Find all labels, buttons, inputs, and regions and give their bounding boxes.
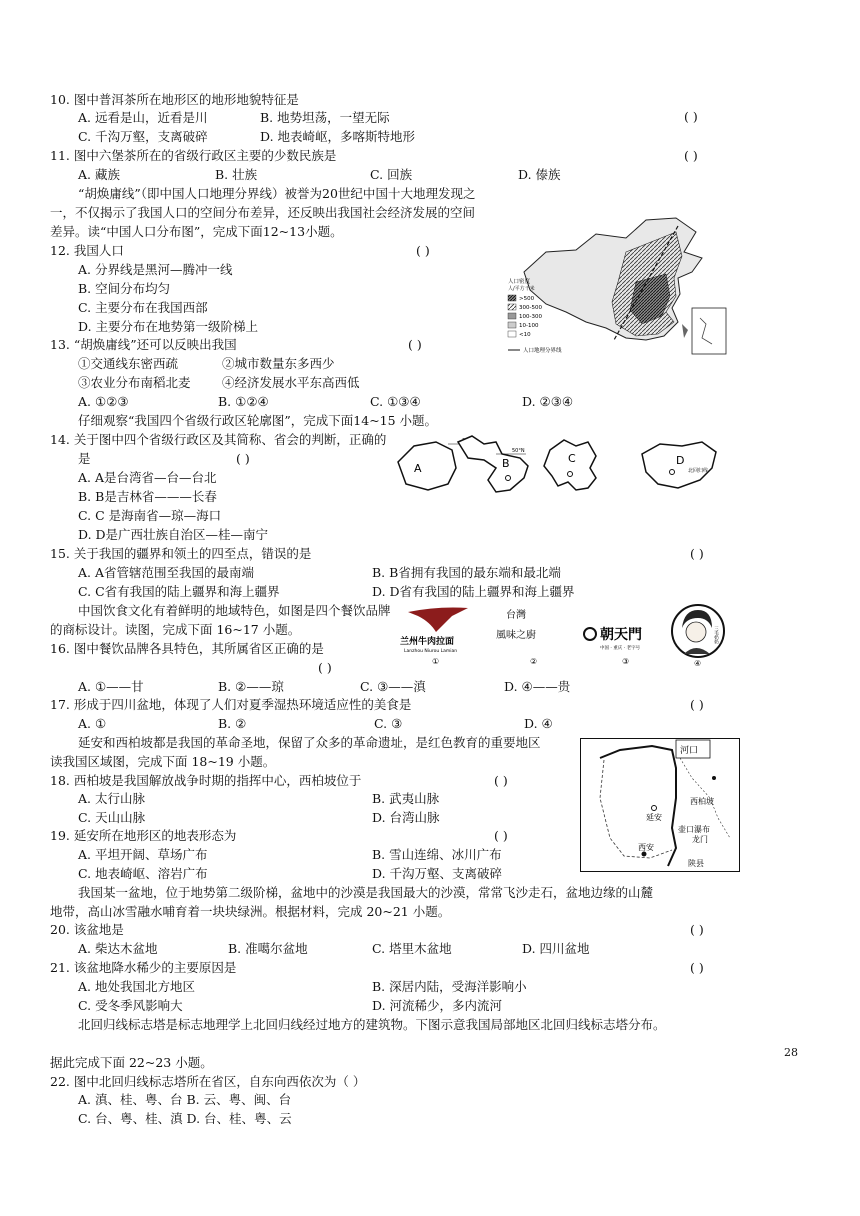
q15-stem: 15. 关于我国的疆界和领土的四至点，错误的是 xyxy=(50,546,312,561)
q16-option-a: A. ①——甘 xyxy=(78,679,144,694)
intro18-line2: 读我国区域图，完成下面 18~19 小题。 xyxy=(50,754,276,769)
intro12-line3: 差异。读“中国人口分布图”，完成下面12~13小题。 xyxy=(50,224,343,239)
q20-option-d: D. 四川盆地 xyxy=(522,941,590,956)
q15-option-a: A. A省管辖范围至我国的最南端 xyxy=(78,565,255,580)
q13-option-b: B. ①②④ xyxy=(218,394,269,409)
logo-1-en: Lanzhou Niurou Lamian xyxy=(404,649,458,654)
logo-3-number: ③ xyxy=(622,657,630,666)
logo-chaotianmen xyxy=(584,626,642,666)
legend-item-2: 300-500 xyxy=(519,305,542,311)
q12-paren: ( ) xyxy=(416,243,430,258)
q19-option-c: C. 地表崎岖、溶岩广布 xyxy=(78,866,208,881)
q12-stem: 12. 我国人口 xyxy=(50,243,124,258)
legend-line-label: 人口地理分界线 xyxy=(523,348,562,354)
q17-option-b: B. ② xyxy=(218,716,247,731)
q13-item-4: ④经济发展水平东高西低 xyxy=(222,375,360,390)
legend-item-5: <10 xyxy=(519,332,531,338)
q19-option-b: B. 雪山连绵、冰川广布 xyxy=(372,847,502,862)
legend-item-1: >500 xyxy=(519,296,535,302)
restaurant-logos xyxy=(394,604,734,666)
q18-option-d: D. 台湾山脉 xyxy=(372,810,440,825)
tropic-line-label: 北回归线 xyxy=(688,468,709,474)
q11-option-c: C. 回族 xyxy=(370,167,413,182)
q18-option-b: B. 武夷山脉 xyxy=(372,791,440,806)
q16-stem: 16. 图中餐饮品牌各具特色，其所属省区正确的是 xyxy=(50,641,324,656)
map-label-hukou: 壶口瀑布 xyxy=(678,825,710,834)
q16-option-b: B. ②——琼 xyxy=(218,679,284,694)
legend-item-3: 100-300 xyxy=(519,314,542,320)
q19-paren: ( ) xyxy=(494,828,508,843)
q10-paren: ( ) xyxy=(684,109,698,124)
page-number: 28 xyxy=(784,1046,798,1059)
q11-option-d: D. 傣族 xyxy=(518,167,561,182)
logo-3-sub: 中国 · 重庆 · 老字号 xyxy=(600,646,641,651)
logo-4-number: ④ xyxy=(694,659,702,666)
q21-paren: ( ) xyxy=(690,960,704,975)
q19-option-a: A. 平坦开阔、草场广布 xyxy=(78,847,208,862)
province-c-label: C xyxy=(568,452,576,465)
q14-stem-line2: 是 xyxy=(78,451,91,466)
q13-item-2: ②城市数量东多西少 xyxy=(222,356,335,371)
q12-option-d: D. 主要分布在地势第一级阶梯上 xyxy=(78,319,259,334)
intro22-line1: 北回归线标志塔是标志地理学上北回归线经过地方的建筑物。下图示意我国局部地区北回归线标志塔分布。 xyxy=(78,1017,666,1032)
q22-options-ab: A. 滇、桂、粤、台 B. 云、粤、闽、台 xyxy=(78,1092,292,1107)
intro20-line1: 我国某一盆地，位于地势第二级阶梯，盆地中的沙漠是我国最大的沙漠，常常飞沙走石，盆地边缘的山麓 xyxy=(78,885,654,900)
q13-option-a: A. ①②③ xyxy=(78,394,129,409)
q17-paren: ( ) xyxy=(690,697,704,712)
q21-option-c: C. 受冬季风影响大 xyxy=(78,998,183,1013)
q11-option-b: B. 壮族 xyxy=(215,167,258,182)
q13-option-d: D. ②③④ xyxy=(522,394,574,409)
logo-2-name: 風味之廚 xyxy=(496,630,536,641)
intro14: 仔细观察“我国四个省级行政区轮廓图”，完成下面14~15 小题。 xyxy=(78,413,438,428)
q21-option-d: D. 河流稀少，多内流河 xyxy=(372,998,503,1013)
map-label-shanxian: 陕县 xyxy=(688,859,704,868)
map-label-xibaipo: 西柏坡 xyxy=(690,797,714,806)
q12-option-a: A. 分界线是黑河—腾冲一线 xyxy=(78,262,233,277)
logo-taiwan xyxy=(496,608,537,666)
q14-option-d: D. D是广西壮族自治区—桂—南宁 xyxy=(78,527,269,542)
q18-paren: ( ) xyxy=(494,773,508,788)
q18-option-c: C. 天山山脉 xyxy=(78,810,146,825)
intro16-line1: 中国饮食文化有着鲜明的地域特色，如图是四个餐饮品牌 xyxy=(78,603,391,618)
logo-3-name: 朝天門 xyxy=(600,627,642,643)
q19-option-d: D. 千沟万壑、支离破碎 xyxy=(372,866,503,881)
province-a-label: A xyxy=(414,462,422,475)
logo-4-name: 三毛奶奶 xyxy=(713,626,719,644)
q18-stem: 18. 西柏坡是我国解放战争时期的指挥中心，西柏坡位于 xyxy=(50,773,362,788)
q11-option-a: A. 藏族 xyxy=(78,167,120,182)
q17-option-d: D. ④ xyxy=(524,716,553,731)
q21-option-a: A. 地处我国北方地区 xyxy=(78,979,195,994)
q11-paren: ( ) xyxy=(684,148,698,163)
q13-stem: 13. “胡焕庸线”还可以反映出我国 xyxy=(50,337,237,352)
q14-paren: ( ) xyxy=(236,451,250,466)
q11-stem: 11. 图中六堡茶所在的省级行政区主要的少数民族是 xyxy=(50,148,337,163)
q12-option-c: C. 主要分布在我国西部 xyxy=(78,300,208,315)
region-map xyxy=(580,738,740,872)
q20-stem: 20. 该盆地是 xyxy=(50,922,124,937)
q19-stem: 19. 延安所在地形区的地表形态为 xyxy=(50,828,237,843)
q18-option-a: A. 太行山脉 xyxy=(78,791,145,806)
q13-item-3: ③农业分布南稻北麦 xyxy=(78,375,191,390)
q15-option-d: D. D省有我国的陆上疆界和海上疆界 xyxy=(372,584,575,599)
q22-stem: 22. 图中北回归线标志塔所在省区，自东向西依次为（ ） xyxy=(50,1074,366,1089)
intro12-line1: “胡焕庸线”（即中国人口地理分界线）被誉为20世纪中国十大地理发现之 xyxy=(78,186,476,201)
intro22-line2: 据此完成下面 22~23 小题。 xyxy=(50,1055,213,1070)
q22-options-cd: C. 台、粤、桂、滇 D. 台、桂、粤、云 xyxy=(78,1111,292,1126)
q20-option-c: C. 塔里木盆地 xyxy=(372,941,452,956)
intro18-line1: 延安和西柏坡都是我国的革命圣地，保留了众多的革命遗址，是红色教育的重要地区 xyxy=(78,735,541,750)
intro12-line2: 一，不仅揭示了我国人口的空间分布差异，还反映出我国社会经济发展的空间 xyxy=(50,205,476,220)
province-outlines xyxy=(392,432,732,500)
province-b-label: B xyxy=(502,457,510,470)
q13-paren: ( ) xyxy=(408,337,422,352)
province-b xyxy=(458,436,528,492)
province-c xyxy=(544,440,596,490)
map-label-hekou: 河口 xyxy=(680,746,699,756)
q16-option-c: C. ③——滇 xyxy=(360,679,426,694)
q21-option-b: B. 深居内陆，受海洋影响小 xyxy=(372,979,527,994)
logo-1-name: 兰州牛肉拉面 xyxy=(400,637,455,647)
legend-unit: 人/平方千米 xyxy=(508,286,535,292)
intro16-line2: 的商标设计。读图，完成下面 16~17 小题。 xyxy=(50,622,301,637)
q10-option-c: C. 千沟万壑，支离破碎 xyxy=(78,129,208,144)
q13-option-c: C. ①③④ xyxy=(370,394,421,409)
q14-option-c: C. C 是海南省—琼—海口 xyxy=(78,508,222,523)
q12-option-b: B. 空间分布均匀 xyxy=(78,281,171,296)
lat-50-label: 50°N xyxy=(512,448,525,454)
q15-paren: ( ) xyxy=(690,546,704,561)
q20-option-b: B. 准噶尔盆地 xyxy=(228,941,308,956)
q21-stem: 21. 该盆地降水稀少的主要原因是 xyxy=(50,960,237,975)
legend-item-4: 10-100 xyxy=(519,323,539,329)
logo-lanzhou xyxy=(400,608,468,667)
q15-option-b: B. B省拥有我国的最东端和最北端 xyxy=(372,565,561,580)
q17-stem: 17. 形成于四川盆地，体现了人们对夏季湿热环境适应性的美食是 xyxy=(50,697,412,712)
q20-option-a: A. 柴达木盆地 xyxy=(78,941,158,956)
q10-option-b: B. 地势坦荡，一望无际 xyxy=(260,110,390,125)
q16-option-d: D. ④——贵 xyxy=(504,679,571,694)
q20-paren: ( ) xyxy=(690,922,704,937)
province-d xyxy=(642,442,716,488)
logo-sanmao xyxy=(672,605,724,666)
logo-2-top: 台灣 xyxy=(506,610,526,621)
map-label-xian: 西安 xyxy=(638,843,654,852)
china-population-map xyxy=(506,212,734,360)
q16-paren: ( ) xyxy=(318,660,332,675)
map-label-longmen: 龙门 xyxy=(692,835,708,844)
map-label-yanan: 延安 xyxy=(646,813,662,822)
logo-2-number: ② xyxy=(530,657,538,666)
province-d-label: D xyxy=(676,454,685,467)
q13-item-1: ①交通线东密西疏 xyxy=(78,356,179,371)
q10-option-d: D. 地表崎岖，多喀斯特地形 xyxy=(260,129,416,144)
q10-stem: 10. 图中普洱茶所在地形区的地形地貌特征是 xyxy=(50,92,299,107)
legend-title: 人口密度 xyxy=(508,279,531,285)
q15-option-c: C. C省有我国的陆上疆界和海上疆界 xyxy=(78,584,280,599)
intro20-line2: 地带，高山冰雪融水哺育着一块块绿洲。根据材料，完成 20~21 小题。 xyxy=(50,904,451,919)
q14-option-a: A. A是台湾省—台—台北 xyxy=(78,470,217,485)
q17-option-a: A. ① xyxy=(78,716,107,731)
q17-option-c: C. ③ xyxy=(374,716,403,731)
logo-1-number: ① xyxy=(432,657,440,666)
q10-option-a: A. 远看是山，近看是川 xyxy=(78,110,208,125)
q14-option-b: B. B是吉林省———长春 xyxy=(78,489,217,504)
q14-stem-line1: 14. 关于图中四个省级行政区及其简称、省会的判断，正确的 xyxy=(50,432,387,447)
